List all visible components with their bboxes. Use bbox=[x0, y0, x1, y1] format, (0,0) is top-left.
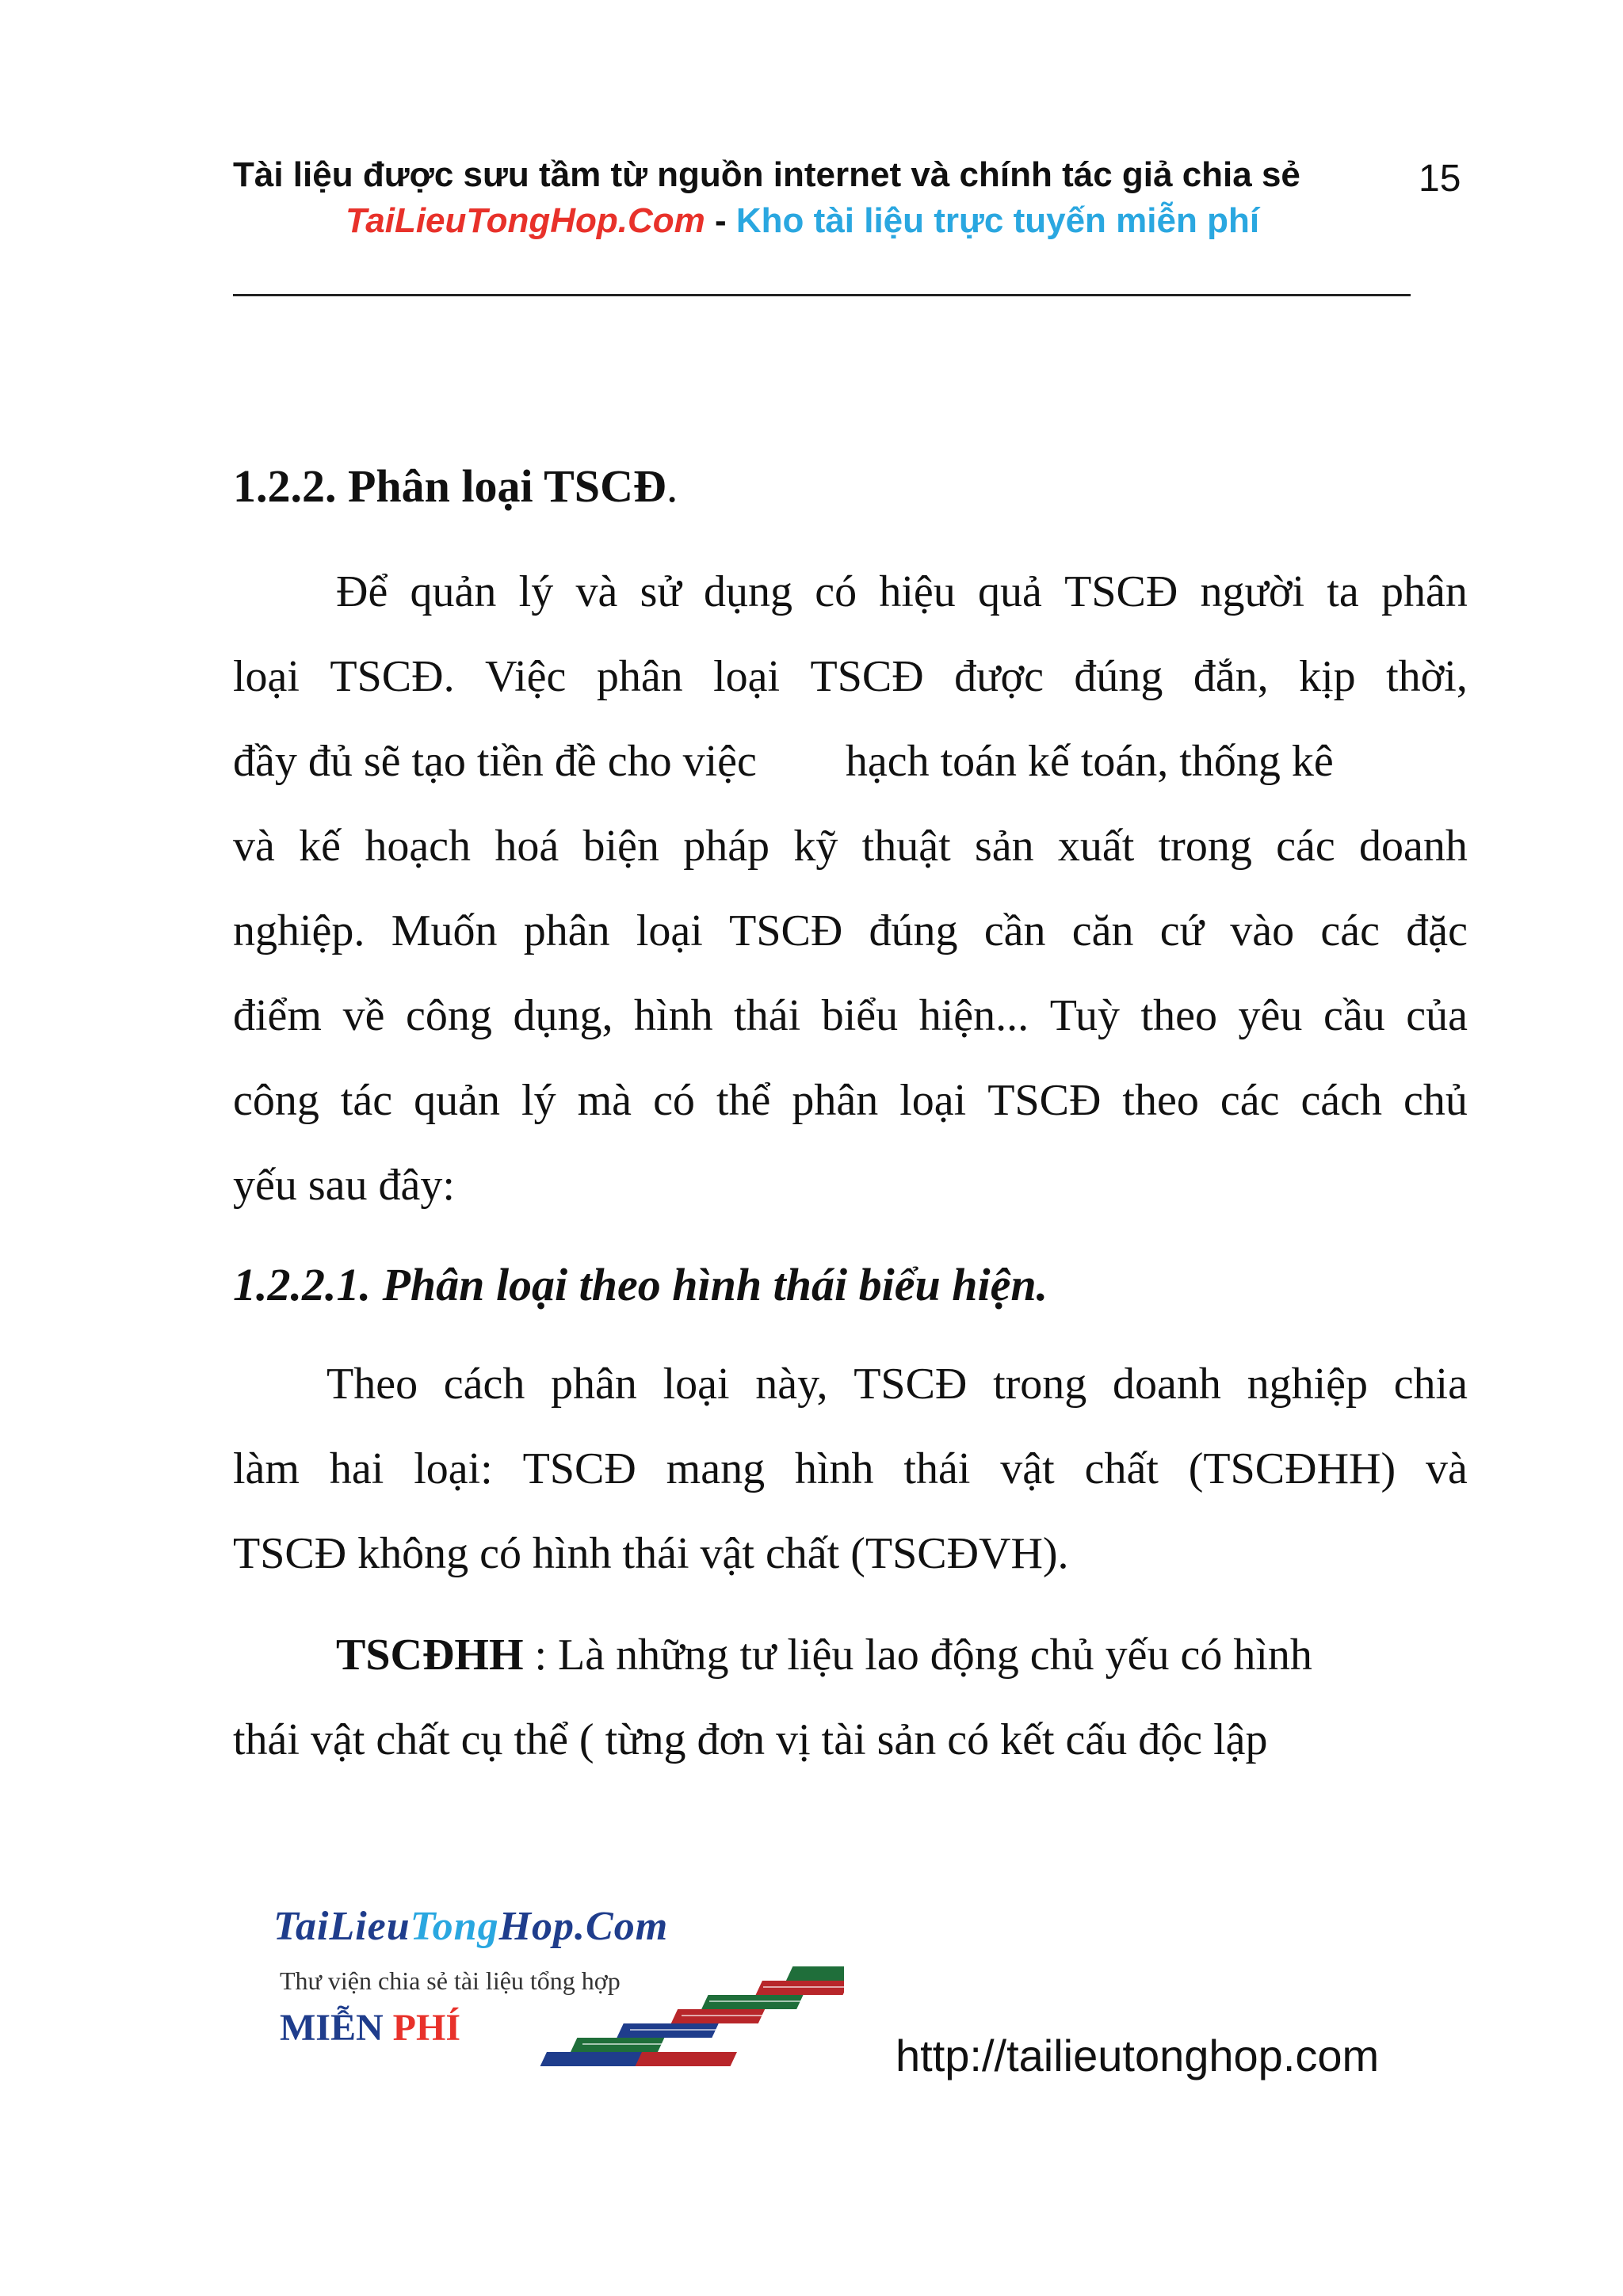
footer-url-link[interactable]: http://tailieutonghop.com bbox=[896, 2031, 1380, 2081]
word: xuất bbox=[1057, 822, 1135, 871]
word: được bbox=[954, 652, 1044, 701]
word: sản bbox=[974, 822, 1034, 871]
word: doanh bbox=[1113, 1360, 1221, 1409]
word: nghiệp. bbox=[233, 906, 365, 955]
word: cần bbox=[983, 906, 1046, 955]
word: trong bbox=[1158, 822, 1252, 871]
word: loại bbox=[233, 652, 300, 701]
word: cầu bbox=[1323, 991, 1385, 1040]
word: công bbox=[406, 991, 492, 1040]
word: TSCĐ bbox=[1064, 567, 1178, 616]
word: hiện... bbox=[918, 991, 1029, 1040]
logo-free-part: MIỄN bbox=[280, 2007, 384, 2049]
site-logo[interactable] bbox=[273, 1903, 892, 2077]
word: ta bbox=[1327, 567, 1359, 616]
word: vật bbox=[1000, 1444, 1055, 1493]
word: hoá bbox=[495, 822, 559, 871]
word: loại: bbox=[414, 1444, 493, 1493]
word: quả bbox=[978, 567, 1042, 616]
word: TSCĐ bbox=[854, 1360, 968, 1409]
word: phân bbox=[596, 652, 683, 701]
word: loại bbox=[636, 906, 703, 955]
word: thái bbox=[903, 1444, 971, 1493]
word: quản bbox=[410, 567, 497, 616]
word: hai bbox=[329, 1444, 384, 1493]
word: TSCĐ bbox=[729, 906, 843, 955]
logo-title-part: Tong bbox=[410, 1904, 499, 1949]
paragraph-tscdhh bbox=[233, 1613, 1468, 1783]
word: có bbox=[653, 1076, 695, 1125]
header-source-note: Tài liệu được sưu tầm từ nguồn internet và chính tác giả chia sẻ bbox=[233, 155, 1300, 194]
paragraph-line bbox=[233, 1613, 1468, 1698]
section-heading bbox=[233, 460, 678, 513]
logo-free-label bbox=[280, 2006, 460, 2050]
word: hiệu bbox=[879, 567, 956, 616]
paragraph-line bbox=[233, 889, 1468, 974]
logo-title-part: Hop.Com bbox=[498, 1904, 669, 1949]
paragraph-intro bbox=[233, 550, 1468, 1228]
word: đặc bbox=[1406, 906, 1468, 955]
word: dụng, bbox=[513, 991, 613, 1040]
word: Muốn bbox=[391, 906, 498, 955]
word: của bbox=[1406, 991, 1468, 1040]
word: thuật bbox=[861, 822, 951, 871]
word: và bbox=[575, 567, 618, 616]
word: loại bbox=[663, 1360, 730, 1409]
header-site-line bbox=[346, 201, 1259, 241]
word: đắn, bbox=[1193, 652, 1269, 701]
word: công bbox=[233, 1076, 319, 1125]
word: mang bbox=[666, 1444, 766, 1493]
section-heading-dot: . bbox=[666, 460, 678, 512]
logo-free-part: PHÍ bbox=[383, 2007, 461, 2049]
word: doanh bbox=[1359, 822, 1468, 871]
paragraph-line: đầy đủ sẽ tạo tiền đề cho việc hạch toán kế toán, thống kê bbox=[233, 737, 1334, 786]
word: Việc bbox=[485, 652, 567, 701]
word: và bbox=[1426, 1444, 1468, 1493]
paragraph-line bbox=[233, 1342, 1468, 1427]
page-number: 15 bbox=[1419, 158, 1461, 200]
word: hình bbox=[634, 991, 713, 1040]
paragraph-line bbox=[233, 974, 1468, 1058]
header-site-name[interactable]: TaiLieuTongHop.Com bbox=[346, 201, 705, 240]
word: chất bbox=[1084, 1444, 1159, 1493]
word: TSCĐ. bbox=[330, 652, 455, 701]
word: Tuỳ bbox=[1049, 991, 1120, 1040]
word: tác bbox=[340, 1076, 393, 1125]
word: thái bbox=[734, 991, 801, 1040]
word: kỹ bbox=[793, 822, 838, 871]
word: các bbox=[1276, 822, 1335, 871]
word: trong bbox=[993, 1360, 1087, 1409]
word: TSCĐ bbox=[522, 1444, 636, 1493]
header-slogan: Kho tài liệu trực tuyến miễn phí bbox=[735, 201, 1260, 240]
word: biện bbox=[582, 822, 659, 871]
word: Để bbox=[336, 567, 388, 616]
word: điểm bbox=[233, 991, 322, 1040]
header-separator: - bbox=[705, 201, 736, 240]
word: theo bbox=[1140, 991, 1217, 1040]
word: Theo bbox=[327, 1360, 418, 1409]
word: hình bbox=[794, 1444, 874, 1493]
word: cách bbox=[443, 1360, 525, 1409]
paragraph-line bbox=[233, 804, 1468, 889]
word: các bbox=[1220, 1076, 1280, 1125]
word: lý bbox=[521, 1076, 556, 1125]
word: thời, bbox=[1386, 652, 1468, 701]
word: vào bbox=[1230, 906, 1295, 955]
paragraph-classification bbox=[233, 1342, 1468, 1596]
word: này, bbox=[755, 1360, 828, 1409]
word: cách bbox=[1300, 1076, 1383, 1125]
word: TSCĐ bbox=[810, 652, 924, 701]
word: (TSCĐHH) bbox=[1188, 1444, 1396, 1493]
paragraph-line: TSCĐ không có hình thái vật chất (TSCĐVH). bbox=[233, 1529, 1069, 1578]
paragraph-line bbox=[233, 550, 1468, 635]
word: đúng bbox=[1074, 652, 1163, 701]
word: hoạch bbox=[365, 822, 472, 871]
word: dụng bbox=[703, 567, 792, 616]
word: sử bbox=[640, 567, 682, 616]
word: nghiệp bbox=[1247, 1360, 1368, 1409]
word: căn bbox=[1071, 906, 1134, 955]
word: đúng bbox=[869, 906, 958, 955]
header-divider bbox=[233, 294, 1411, 296]
word: yêu bbox=[1238, 991, 1303, 1040]
subsection-heading: 1.2.2.1. Phân loại theo hình thái biểu hiện. bbox=[233, 1259, 1048, 1310]
word: loại bbox=[899, 1076, 967, 1125]
word: mà bbox=[577, 1076, 632, 1125]
term-definition: : Là những tư liệu lao động chủ yếu có hình bbox=[523, 1630, 1312, 1680]
word: phân bbox=[792, 1076, 879, 1125]
term-tscdhh: TSCĐHH bbox=[336, 1630, 524, 1680]
books-icon bbox=[511, 1958, 844, 2077]
section-heading-text: 1.2.2. Phân loại TSCĐ bbox=[233, 460, 666, 512]
word: kịp bbox=[1299, 652, 1356, 701]
logo-title-part: TaiLieu bbox=[273, 1904, 411, 1949]
word: có bbox=[815, 567, 857, 616]
logo-subtitle: Thư viện chia sẻ tài liệu tổng hợp bbox=[280, 1966, 621, 1995]
word: chủ bbox=[1403, 1076, 1468, 1125]
word: phân bbox=[1381, 567, 1468, 616]
word: cứ bbox=[1159, 906, 1204, 955]
word: phân bbox=[523, 906, 610, 955]
word: loại bbox=[713, 652, 781, 701]
logo-title bbox=[273, 1903, 668, 1950]
word: lý bbox=[518, 567, 554, 616]
word: TSCĐ bbox=[987, 1076, 1102, 1125]
paragraph-line: thái vật chất cụ thể ( từng đơn vị tài sản có kết cấu độc lập bbox=[233, 1715, 1268, 1764]
word: người bbox=[1200, 567, 1305, 616]
paragraph-line: yếu sau đây: bbox=[233, 1161, 455, 1210]
word: chia bbox=[1393, 1360, 1468, 1409]
paragraph-line bbox=[233, 1058, 1468, 1143]
word: các bbox=[1320, 906, 1380, 955]
paragraph-line bbox=[233, 1427, 1468, 1512]
word: quản bbox=[414, 1076, 501, 1125]
paragraph-line bbox=[233, 635, 1468, 719]
word: theo bbox=[1122, 1076, 1199, 1125]
word: về bbox=[342, 991, 385, 1040]
word: và bbox=[233, 822, 275, 871]
word: phân bbox=[551, 1360, 637, 1409]
word: làm bbox=[233, 1444, 300, 1493]
word: pháp bbox=[683, 822, 770, 871]
word: biểu bbox=[821, 991, 899, 1040]
word: kế bbox=[299, 822, 342, 871]
word: thể bbox=[716, 1076, 771, 1125]
